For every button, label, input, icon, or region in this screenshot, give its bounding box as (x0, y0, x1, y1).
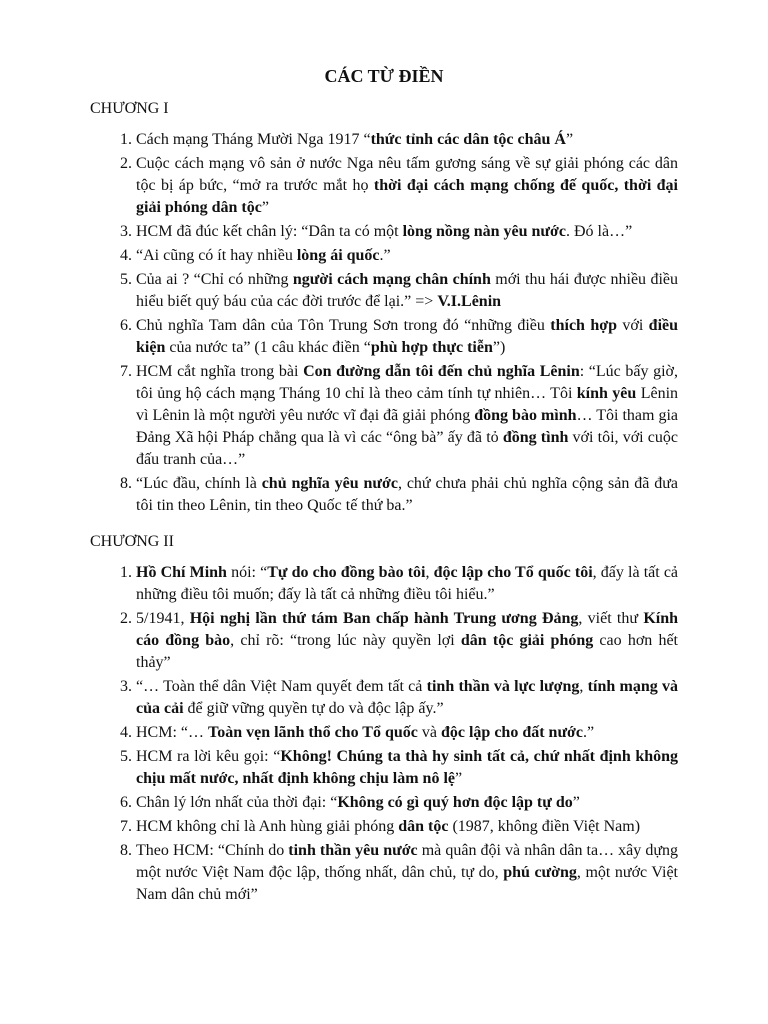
bold-text-segment: Hồ Chí Minh (136, 564, 227, 581)
text-segment: mà quân đội và nhân dân ta… xây dựng một nước Việt Nam độc lập, thống nhất, dân chủ, tự do, (136, 842, 679, 881)
text-segment: “Ai cũng có ít hay nhiều (136, 247, 297, 264)
list-item (136, 361, 678, 471)
bold-text-segment: lòng ái quốc (296, 247, 380, 264)
bold-text-segment: phú cường (503, 864, 577, 881)
text-segment: HCM: “… (136, 724, 208, 741)
list-item (136, 722, 678, 744)
text-segment: để giữ vững quyền tự do và độc lập ấy.” (183, 700, 444, 717)
text-segment: “… Toàn thể dân Việt Nam quyết đem tất cả (136, 678, 427, 695)
chapter-heading: CHƯƠNG I (90, 100, 169, 117)
bold-text-segment: Kính cáo đồng bào (136, 610, 678, 649)
bold-text-segment: V.I.Lênin (437, 293, 502, 310)
bold-text-segment: Con đường dẫn tôi đến chủ nghĩa Lênin (303, 363, 580, 380)
text-segment: , đấy là tất cả những điều tôi muốn; đấy là tất cả những điều tôi hiểu.” (136, 564, 679, 603)
bold-text-segment: điều kiện (136, 317, 679, 356)
text-segment: , chỉ rõ: “trong lúc này quyền lợi (230, 632, 461, 649)
bold-text-segment: tinh thần và lực lượng (426, 678, 580, 695)
bold-text-segment: Tự do cho đồng bào tôi (267, 564, 426, 581)
text-segment: ” (261, 199, 269, 216)
text-segment: , chứ chưa phải chủ nghĩa cộng sản đã đưa tôi tin theo Lênin, tin theo Quốc tế thứ ba.” (136, 475, 678, 514)
bold-text-segment: độc lập cho Tổ quốc tôi (433, 564, 593, 581)
list-item (136, 473, 678, 517)
list-item (136, 816, 678, 838)
text-segment: , viết thư (578, 610, 644, 627)
text-segment: Theo HCM: “Chính do (136, 842, 289, 859)
bold-text-segment: đồng bào mình (474, 407, 577, 424)
bold-text-segment: dân tộc giải phóng (460, 632, 594, 649)
text-segment: .” (583, 724, 595, 741)
text-segment: HCM ra lời kêu gọi: “ (136, 748, 281, 765)
text-segment: nói: “ (226, 564, 268, 581)
list-item (136, 608, 678, 674)
text-segment: “Lúc đầu, chính là (136, 475, 262, 492)
text-segment: Chân lý lớn nhất của thời đại: “ (136, 794, 338, 811)
text-segment: . Đó là…” (566, 223, 633, 240)
bold-text-segment: thời đại cách mạng chống đế quốc, thời đại giải phóng dân tộc (136, 177, 679, 216)
text-segment: , (425, 564, 434, 581)
list-item (136, 562, 678, 606)
list-item (136, 129, 678, 151)
bold-text-segment: dân tộc (398, 818, 449, 835)
list-item (136, 315, 678, 359)
chapter-item-list (90, 129, 678, 517)
bold-text-segment: người cách mạng chân chính (292, 271, 491, 288)
list-item (136, 153, 678, 219)
text-segment: Cách mạng Tháng Mười Nga 1917 “ (136, 131, 371, 148)
list-item (136, 792, 678, 814)
bold-text-segment: kính yêu (576, 385, 637, 402)
text-segment: : “Lúc bấy giờ, tôi ủng hộ cách mạng Tháng 10 chỉ là theo cảm tính tự nhiên… Tôi (136, 363, 678, 402)
bold-text-segment: Không có gì quý hơn độc lập tự do (337, 794, 573, 811)
bold-text-segment: thức tỉnh các dân tộc châu Á (370, 131, 566, 148)
list-item (136, 269, 678, 313)
text-segment: ” (572, 794, 580, 811)
chapter-heading: CHƯƠNG II (90, 533, 174, 550)
text-segment: , (579, 678, 588, 695)
bold-text-segment: lòng nồng nàn yêu nước (402, 223, 566, 240)
text-segment: mới thu hái được nhiều điều hiểu biết quý báu của các đời trước để lại.” => (136, 271, 678, 310)
bold-text-segment: độc lập cho đất nước (440, 724, 583, 741)
text-segment: với tôi, với cuộc đấu tranh của…” (136, 429, 678, 468)
text-segment: của nước ta” (1 câu khác điền “ (165, 339, 371, 356)
text-segment: .” (379, 247, 391, 264)
text-segment: HCM không chỉ là Anh hùng giải phóng (136, 818, 399, 835)
bold-text-segment: Không! Chúng ta thà hy sinh tất cả, chứ nhất định không chịu mất nước, nhất định không chịu làm nô lệ (136, 748, 679, 787)
bold-text-segment: Toàn vẹn lãnh thổ cho Tổ quốc (208, 724, 418, 741)
text-segment: và (417, 724, 441, 741)
text-segment: , một nước Việt Nam dân chủ mới” (136, 864, 679, 903)
bold-text-segment: Hội nghị lần thứ tám Ban chấp hành Trung ương Đảng (189, 610, 579, 627)
document-title: CÁC TỪ ĐIỀN (324, 66, 444, 86)
text-segment: ”) (492, 339, 506, 356)
bold-text-segment: chủ nghĩa yêu nước (261, 475, 398, 492)
text-segment: 5/1941, (136, 610, 190, 627)
text-segment: Cuộc cách mạng vô sản ở nước Nga nêu tấm gương sáng về sự giải phóng các dân tộc bị áp bức, “mở ra trước mắt họ (136, 155, 678, 194)
text-segment: ” (454, 770, 463, 787)
chapters-container (90, 98, 678, 906)
text-segment: Lênin vì Lênin là một người yêu nước vĩ đại đã giải phóng (136, 385, 679, 424)
bold-text-segment: thích hợp (550, 317, 617, 334)
text-segment: HCM cắt nghĩa trong bài (136, 363, 304, 380)
text-segment: … Tôi tham gia Đảng Xã hội Pháp chẳng qua là vì các “ông bà” ấy đã tỏ (136, 407, 679, 446)
text-segment: (1987, không điền Việt Nam) (448, 818, 641, 835)
list-item (136, 221, 678, 243)
text-segment: HCM đã đúc kết chân lý: “Dân ta có một (136, 223, 403, 240)
chapter-item-list (90, 562, 678, 906)
bold-text-segment: đồng tình (502, 429, 569, 446)
bold-text-segment: tính mạng và của cải (136, 678, 679, 717)
text-segment: Chủ nghĩa Tam dân của Tôn Trung Sơn trong đó “những điều (136, 317, 551, 334)
text-segment: Của ai ? “Chỉ có những (136, 271, 293, 288)
text-segment: với (616, 317, 649, 334)
list-item (136, 746, 678, 790)
text-segment: cao hơn hết thảy” (136, 632, 678, 671)
list-item (136, 245, 678, 267)
list-item (136, 840, 678, 906)
list-item (136, 676, 678, 720)
bold-text-segment: tinh thần yêu nước (288, 842, 418, 859)
text-segment: ” (565, 131, 574, 148)
bold-text-segment: phù hợp thực tiễn (370, 339, 493, 356)
